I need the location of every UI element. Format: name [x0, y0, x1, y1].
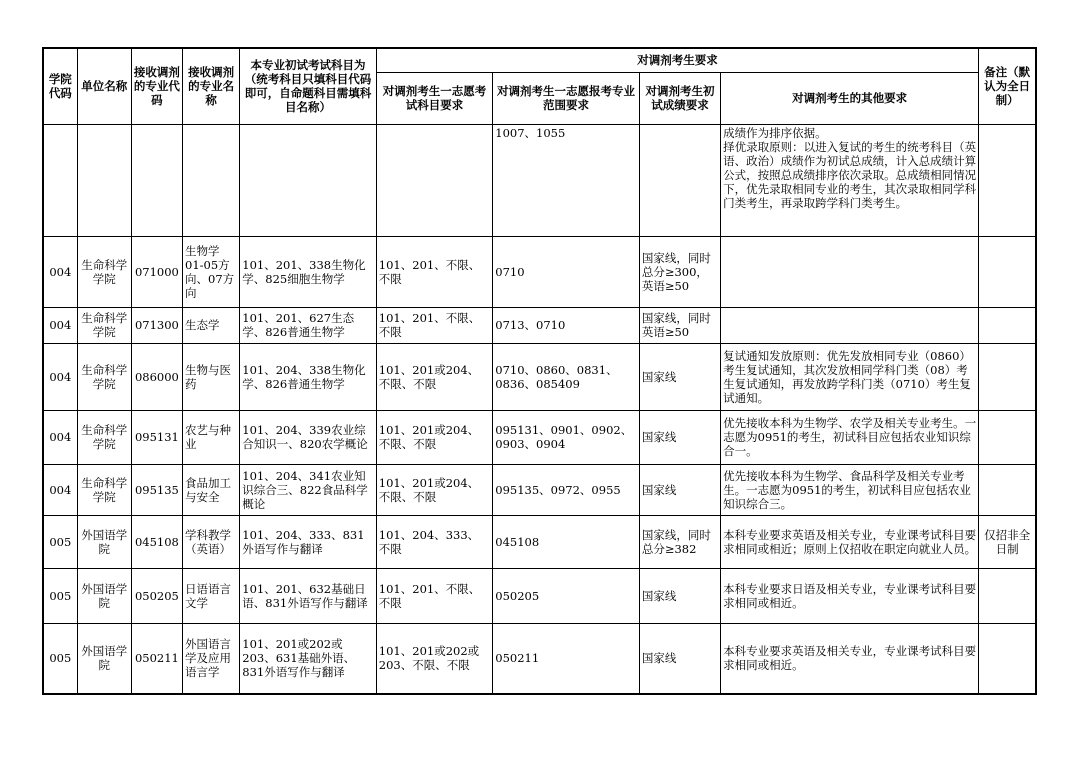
cell-exam-subjects: 101、201、632基础日语、831外语写作与翻译: [240, 568, 377, 623]
cell-major-code: 071000: [131, 236, 182, 307]
cell-req-score: 国家线，同时总分≥300，英语≥50: [639, 236, 720, 307]
cell-exam-subjects: 101、204、339农业综合知识一、820农学概论: [240, 410, 377, 464]
cell-req-score: 国家线: [639, 568, 720, 623]
cell-exam-subjects: 101、201或202或203、631基础外语、831外语写作与翻译: [240, 623, 377, 694]
cell-req-score: [639, 124, 720, 236]
cell-req-range: 045108: [493, 515, 640, 568]
cell-unit-name: 外国语学院: [77, 623, 131, 694]
cell-req-exam: 101、201、不限、不限: [376, 307, 492, 343]
header-requirements-group: 对调剂考生要求: [376, 48, 978, 72]
cell-req-other: 复试通知发放原则：优先发放相同专业（0860）考生复试通知，其次发放相同学科门类（08）考生复试通知，再发放跨学科门类（0710）考生复试通知。: [721, 343, 979, 410]
table-row: [43, 343, 1036, 410]
table-row: [43, 568, 1036, 623]
cell-req-range: 0713、0710: [493, 307, 640, 343]
cell-exam-subjects: 101、201、627生态学、826普通生物学: [240, 307, 377, 343]
cell-major-name: 学科教学（英语）: [183, 515, 240, 568]
cell-major-name: [183, 124, 240, 236]
cell-req-other: 成绩作为排序依据。 择优录取原则：以进入复试的考生的统考科目（英语、政治）成绩作为初试总成绩，计入总成绩计算公式，按照总成绩排序依次录取。总成绩相同情况下，优先录取相同专业的考生，其次录取相同学科门类考生，再录取跨学科门类考生。: [721, 124, 979, 236]
header-unit-name: 单位名称: [77, 48, 131, 124]
table-row: [43, 623, 1036, 694]
cell-major-name: 生物与医药: [183, 343, 240, 410]
table-row: [43, 236, 1036, 307]
cell-exam-subjects: 101、201、338生物化学、825细胞生物学: [240, 236, 377, 307]
cell-college-code: 004: [43, 236, 77, 307]
cell-req-score: 国家线: [639, 410, 720, 464]
cell-req-exam: 101、204、333、不限: [376, 515, 492, 568]
cell-exam-subjects: [240, 124, 377, 236]
adjustment-requirements-table: [42, 47, 1037, 695]
cell-college-code: 004: [43, 464, 77, 515]
cell-major-code: 071300: [131, 307, 182, 343]
header-req-other: 对调剂考生的其他要求: [721, 72, 979, 124]
cell-major-name: 生物学01-05方向、07方向: [183, 236, 240, 307]
cell-unit-name: 外国语学院: [77, 515, 131, 568]
cell-major-name: 日语语言文学: [183, 568, 240, 623]
cell-req-exam: 101、201或204、不限、不限: [376, 343, 492, 410]
cell-college-code: 005: [43, 515, 77, 568]
cell-note: [979, 464, 1036, 515]
cell-unit-name: [77, 124, 131, 236]
cell-req-range: 0710: [493, 236, 640, 307]
header-note: 备注（默认为全日制）: [979, 48, 1036, 124]
cell-unit-name: 生命科学学院: [77, 464, 131, 515]
cell-college-code: 004: [43, 307, 77, 343]
cell-note: 仅招非全日制: [979, 515, 1036, 568]
cell-note: [979, 623, 1036, 694]
cell-unit-name: 生命科学学院: [77, 307, 131, 343]
cell-unit-name: 生命科学学院: [77, 236, 131, 307]
cell-exam-subjects: 101、204、338生物化学、826普通生物学: [240, 343, 377, 410]
cell-req-other: [721, 307, 979, 343]
cell-req-score: 国家线: [639, 623, 720, 694]
header-exam-subjects: 本专业初试考试科目为（统考科目只填科目代码即可，自命题科目需填科目名称）: [240, 48, 377, 124]
cell-req-score: 国家线: [639, 343, 720, 410]
cell-major-code: 050205: [131, 568, 182, 623]
cell-unit-name: 生命科学学院: [77, 343, 131, 410]
cell-req-range: 050205: [493, 568, 640, 623]
cell-note: [979, 568, 1036, 623]
cell-req-other: 本科专业要求英语及相关专业，专业课考试科目要求相同或相近。: [721, 623, 979, 694]
header-major-code: 接收调剂的专业代码: [131, 48, 182, 124]
header-college-code: 学院代码: [43, 48, 77, 124]
cell-note: [979, 343, 1036, 410]
table-row: [43, 410, 1036, 464]
cell-major-code: 095135: [131, 464, 182, 515]
table-row: [43, 464, 1036, 515]
cell-major-name: 食品加工与安全: [183, 464, 240, 515]
cell-exam-subjects: 101、204、341农业知识综合三、822食品科学概论: [240, 464, 377, 515]
cell-college-code: 004: [43, 343, 77, 410]
cell-major-name: 外国语言学及应用语言学: [183, 623, 240, 694]
cell-exam-subjects: 101、204、333、831外语写作与翻译: [240, 515, 377, 568]
cell-req-exam: 101、201或204、不限、不限: [376, 410, 492, 464]
cell-major-name: 农艺与种业: [183, 410, 240, 464]
cell-req-score: 国家线，同时英语≥50: [639, 307, 720, 343]
cell-note: [979, 410, 1036, 464]
cell-major-code: 095131: [131, 410, 182, 464]
cell-college-code: 004: [43, 410, 77, 464]
cell-req-score: 国家线，同时总分≥382: [639, 515, 720, 568]
header-req-exam: 对调剂考生一志愿考试科目要求: [376, 72, 492, 124]
cell-req-exam: 101、201或204、不限、不限: [376, 464, 492, 515]
cell-note: [979, 307, 1036, 343]
table-row: [43, 515, 1036, 568]
cell-req-exam: 101、201、不限、不限: [376, 236, 492, 307]
table-row: [43, 307, 1036, 343]
cell-req-other: 优先接收本科为生物学、食品科学及相关专业考生。一志愿为0951的考生，初试科目应包括农业知识综合三。: [721, 464, 979, 515]
cell-req-exam: 101、201或202或203、不限、不限: [376, 623, 492, 694]
cell-req-other: 本科专业要求日语及相关专业，专业课考试科目要求相同或相近。: [721, 568, 979, 623]
cell-req-exam: [376, 124, 492, 236]
header-req-score: 对调剂考生初试成绩要求: [639, 72, 720, 124]
cell-major-name: 生态学: [183, 307, 240, 343]
cell-req-range: 050211: [493, 623, 640, 694]
cell-req-range: 095135、0972、0955: [493, 464, 640, 515]
cell-college-code: 005: [43, 623, 77, 694]
header-major-name: 接收调剂的专业名称: [183, 48, 240, 124]
cell-req-other: 优先接收本科为生物学、农学及相关专业考生。一志愿为0951的考生，初试科目应包括农业知识综合一。: [721, 410, 979, 464]
header-req-range: 对调剂考生一志愿报考专业范围要求: [493, 72, 640, 124]
cell-req-other: 本科专业要求英语及相关专业，专业课考试科目要求相同或相近；原则上仅招收在职定向就业人员。: [721, 515, 979, 568]
cell-major-code: 086000: [131, 343, 182, 410]
cell-req-range: 0710、0860、0831、0836、085409: [493, 343, 640, 410]
cell-req-other: [721, 236, 979, 307]
cell-unit-name: 外国语学院: [77, 568, 131, 623]
cell-req-range: 1007、1055: [493, 124, 640, 236]
cell-college-code: 005: [43, 568, 77, 623]
cell-major-code: 050211: [131, 623, 182, 694]
cell-major-code: 045108: [131, 515, 182, 568]
cell-unit-name: 生命科学学院: [77, 410, 131, 464]
cell-req-exam: 101、201、不限、不限: [376, 568, 492, 623]
table-row: [43, 124, 1036, 236]
cell-college-code: [43, 124, 77, 236]
cell-note: [979, 236, 1036, 307]
cell-req-score: 国家线: [639, 464, 720, 515]
cell-req-range: 095131、0901、0902、0903、0904: [493, 410, 640, 464]
cell-note: [979, 124, 1036, 236]
cell-major-code: [131, 124, 182, 236]
